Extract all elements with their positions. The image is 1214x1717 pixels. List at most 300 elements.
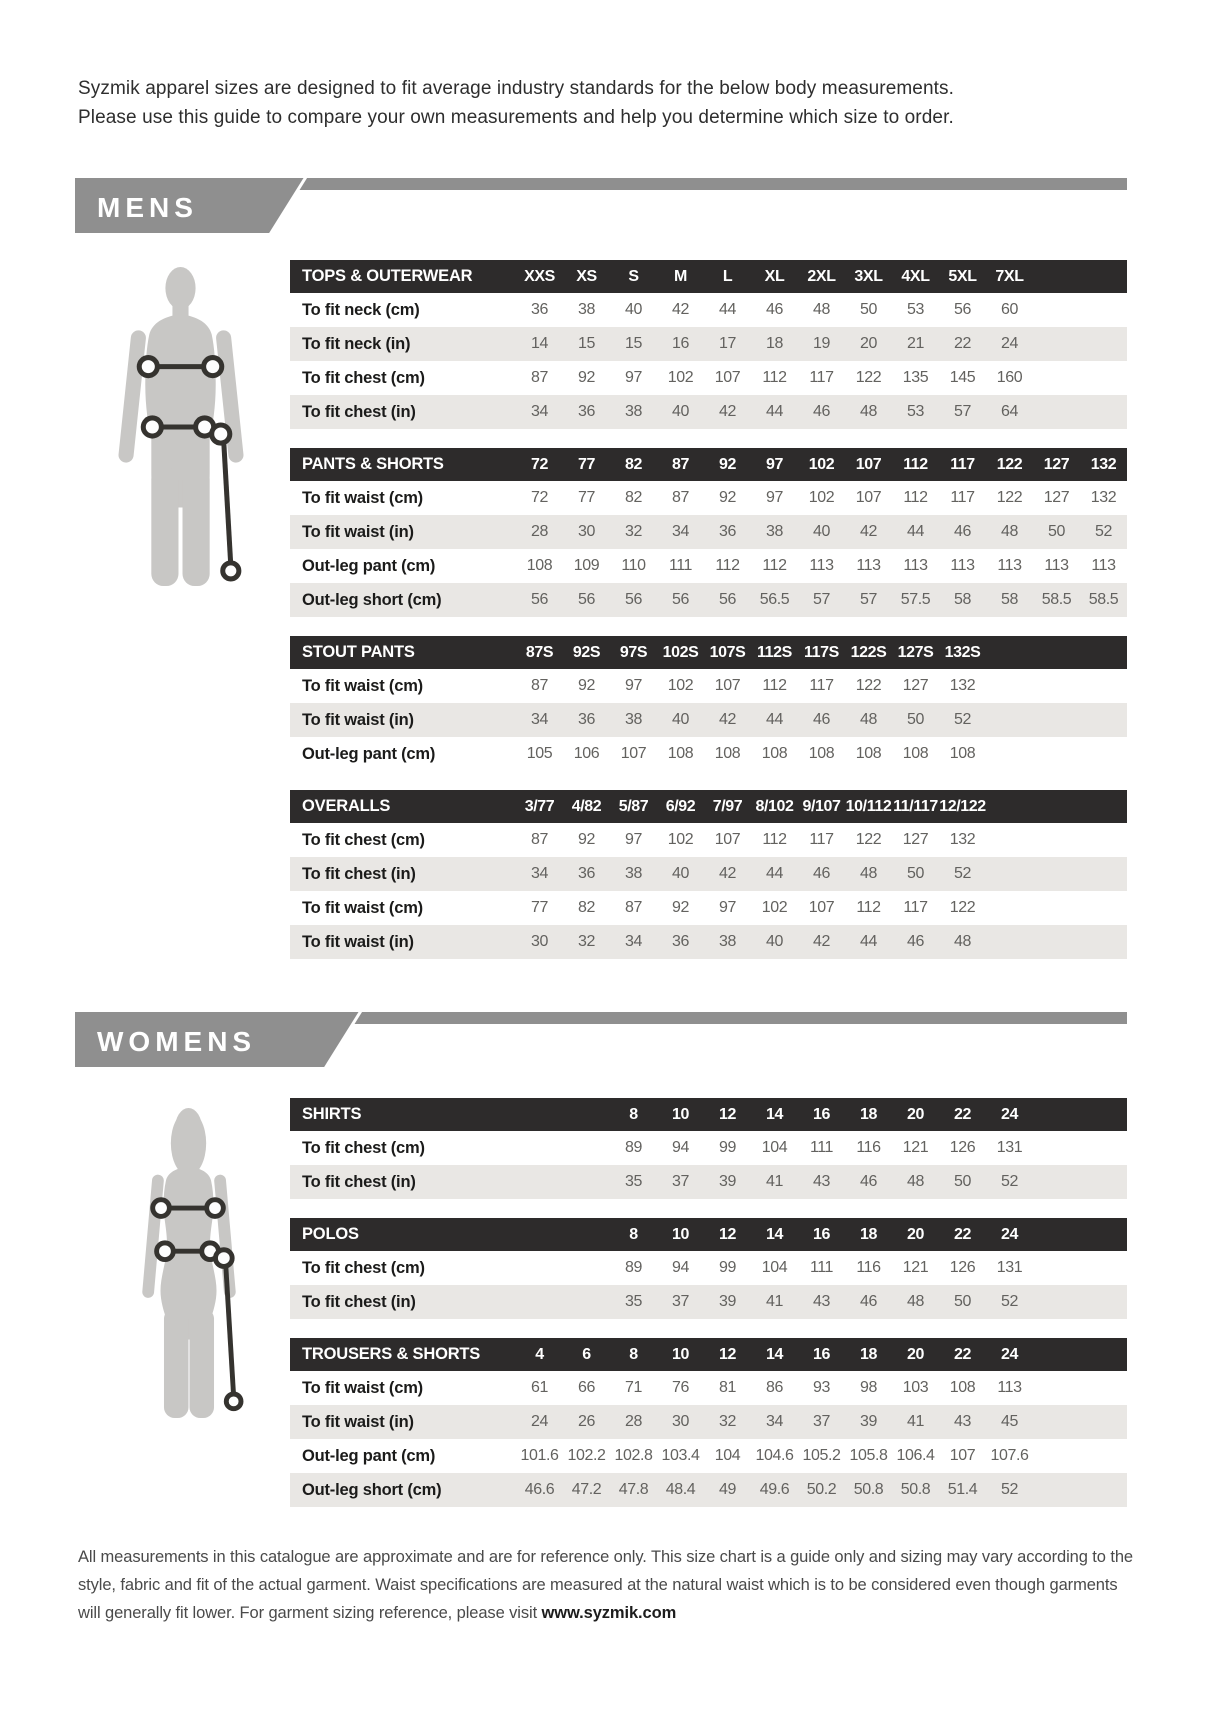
- measurement-value: 50: [1048, 523, 1065, 540]
- size-column-header: 10: [672, 1345, 689, 1363]
- row-label: To fit waist (in): [302, 932, 414, 951]
- measurement-value: 103.4: [661, 1447, 700, 1464]
- measurement-value: 105.8: [849, 1447, 888, 1464]
- size-column-header: 7XL: [995, 267, 1024, 285]
- measurement-value: 49.6: [759, 1481, 790, 1498]
- size-table-pants-shorts: [290, 448, 1127, 617]
- measurement-value: 104: [714, 1447, 741, 1464]
- measurement-value: 46: [766, 301, 783, 318]
- row-label: Out-leg short (cm): [302, 1480, 442, 1499]
- table-row: [290, 857, 1127, 891]
- measurement-value: 20: [860, 335, 877, 352]
- measurement-value: 30: [578, 523, 595, 540]
- measurement-value: 56: [531, 591, 548, 608]
- size-column-header: 8: [629, 1345, 638, 1363]
- measurement-value: 48: [907, 1293, 924, 1310]
- measurement-value: 57: [813, 591, 830, 608]
- size-column-header: 117: [950, 455, 975, 473]
- measurement-value: 86: [766, 1379, 783, 1396]
- measurement-value: 40: [813, 523, 830, 540]
- measurement-value: 160: [996, 369, 1023, 386]
- measurement-value: 81: [719, 1379, 736, 1396]
- measurement-value: 145: [949, 369, 976, 386]
- measurement-value: 36: [578, 711, 595, 728]
- measurement-value: 111: [668, 557, 693, 574]
- size-column-header: 8/102: [755, 797, 794, 815]
- measurement-value: 52: [1095, 523, 1112, 540]
- measurement-value: 40: [766, 933, 783, 950]
- measurement-value: 64: [1001, 403, 1018, 420]
- measurement-value: 38: [578, 301, 595, 318]
- measurement-value: 102: [667, 677, 694, 694]
- outleg-bottom-point: [223, 563, 239, 579]
- table-row: [290, 583, 1127, 617]
- measurement-value: 56.5: [759, 591, 790, 608]
- measurement-value: 94: [672, 1259, 689, 1276]
- measurement-value: 107: [714, 831, 741, 848]
- size-column-header: 18: [860, 1105, 877, 1123]
- measurement-value: 102: [667, 831, 694, 848]
- measurement-value: 40: [672, 711, 689, 728]
- measurement-value: 16: [672, 335, 689, 352]
- size-column-header: 7/97: [712, 797, 743, 815]
- measurement-value: 102: [761, 899, 788, 916]
- measurement-value: 108: [949, 745, 976, 762]
- size-column-header: 87S: [525, 643, 554, 661]
- measurement-value: 56: [719, 591, 736, 608]
- size-column-header: 4/82: [571, 797, 602, 815]
- table-row: [290, 1131, 1127, 1165]
- measurement-value: 107.6: [990, 1447, 1029, 1464]
- measurement-value: 37: [672, 1293, 689, 1310]
- table-row: [290, 891, 1127, 925]
- measurement-value: 108: [902, 745, 929, 762]
- measurement-value: 44: [766, 711, 783, 728]
- measurement-value: 106.4: [896, 1447, 935, 1464]
- womens-size-tables: [290, 1098, 1127, 1526]
- size-column-header: 14: [766, 1225, 783, 1243]
- measurement-value: 50: [907, 711, 924, 728]
- measurement-value: 15: [625, 335, 642, 352]
- measurement-value: 56: [672, 591, 689, 608]
- size-column-header: 97S: [619, 643, 648, 661]
- measurement-value: 22: [954, 335, 971, 352]
- intro-text: [78, 74, 1038, 132]
- table-header-row: [290, 1098, 1127, 1131]
- measurement-value: 105.2: [802, 1447, 841, 1464]
- table-title: TROUSERS & SHORTS: [302, 1345, 481, 1363]
- measurement-value: 117: [809, 831, 834, 848]
- size-table-tops-outerwear: [290, 260, 1127, 429]
- table-header-row: [290, 790, 1127, 823]
- table-row: [290, 1251, 1127, 1285]
- measurement-value: 36: [719, 523, 736, 540]
- measurement-value: 108: [855, 745, 882, 762]
- measurement-value: 101.6: [520, 1447, 559, 1464]
- measurement-value: 28: [531, 523, 548, 540]
- measurement-value: 131: [996, 1139, 1023, 1156]
- measurement-value: 46.6: [524, 1481, 555, 1498]
- measurement-value: 107: [714, 677, 741, 694]
- size-column-header: 12/122: [939, 797, 986, 815]
- waist-point-left: [157, 1243, 174, 1260]
- measurement-value: 51.4: [947, 1481, 978, 1498]
- size-column-header: 3/77: [524, 797, 555, 815]
- measurement-value: 56: [954, 301, 971, 318]
- size-column-header: 107: [855, 455, 882, 473]
- size-column-header: 20: [907, 1225, 924, 1243]
- size-column-header: 3XL: [854, 267, 883, 285]
- measurement-value: 102.2: [567, 1447, 606, 1464]
- measurement-value: 47.2: [571, 1481, 602, 1498]
- measurement-value: 116: [856, 1259, 881, 1276]
- measurement-value: 48: [954, 933, 971, 950]
- measurement-value: 42: [719, 403, 736, 420]
- table-row: [290, 737, 1127, 771]
- size-table-shirts: [290, 1098, 1127, 1199]
- size-column-header: 127: [1043, 455, 1070, 473]
- measurement-value: 56: [625, 591, 642, 608]
- measurement-value: 113: [1091, 557, 1116, 574]
- measurement-value: 112: [856, 899, 881, 916]
- size-column-header: 77: [578, 455, 595, 473]
- size-column-header: 6/92: [665, 797, 696, 815]
- size-table-overalls: [290, 790, 1127, 959]
- measurement-value: 77: [578, 489, 595, 506]
- measurement-value: 58: [954, 591, 971, 608]
- size-column-header: 22: [954, 1345, 971, 1363]
- size-column-header: 10/112: [845, 797, 892, 815]
- table-header-row: [290, 260, 1127, 293]
- size-column-header: 112: [903, 455, 928, 473]
- chest-point-left: [139, 358, 157, 376]
- measurement-value: 36: [578, 865, 595, 882]
- measurement-value: 97: [625, 677, 642, 694]
- measurement-value: 34: [766, 1413, 783, 1430]
- table-row: [290, 703, 1127, 737]
- table-row: [290, 1405, 1127, 1439]
- measurement-value: 50: [907, 865, 924, 882]
- measurement-value: 50: [954, 1173, 971, 1190]
- size-column-header: 11/117: [893, 797, 938, 815]
- table-row: [290, 823, 1127, 857]
- measurement-value: 49: [719, 1481, 736, 1498]
- row-label: To fit chest (cm): [302, 1138, 425, 1157]
- measurement-value: 66: [578, 1379, 595, 1396]
- table-title: STOUT PANTS: [302, 643, 415, 661]
- measurement-value: 92: [672, 899, 689, 916]
- measurement-value: 102: [808, 489, 835, 506]
- measurement-value: 112: [762, 677, 787, 694]
- table-row: [290, 481, 1127, 515]
- size-column-header: 18: [860, 1225, 877, 1243]
- measurement-value: 26: [578, 1413, 595, 1430]
- chest-point-left: [153, 1200, 170, 1217]
- measurement-value: 48: [813, 301, 830, 318]
- measurement-value: 46: [860, 1293, 877, 1310]
- measurement-value: 107: [949, 1447, 976, 1464]
- measurement-value: 92: [578, 677, 595, 694]
- measurement-value: 97: [625, 369, 642, 386]
- measurement-value: 38: [625, 865, 642, 882]
- measurement-value: 57: [954, 403, 971, 420]
- measurement-value: 122: [949, 899, 976, 916]
- measurement-value: 122: [996, 489, 1023, 506]
- measurement-value: 21: [907, 335, 924, 352]
- measurement-value: 44: [860, 933, 877, 950]
- measurement-value: 99: [719, 1259, 736, 1276]
- size-column-header: 14: [766, 1105, 783, 1123]
- measurement-value: 32: [625, 523, 642, 540]
- size-column-header: 22: [954, 1225, 971, 1243]
- measurement-value: 43: [813, 1293, 830, 1310]
- row-label: Out-leg pant (cm): [302, 744, 436, 763]
- measurement-value: 52: [954, 711, 971, 728]
- measurement-value: 32: [719, 1413, 736, 1430]
- outleg-top-point: [215, 1250, 232, 1267]
- table-title: OVERALLS: [302, 797, 391, 815]
- measurement-value: 113: [997, 1379, 1022, 1396]
- measurement-value: 36: [531, 301, 548, 318]
- size-column-header: 10: [672, 1105, 689, 1123]
- womens-body-silhouette-figure: [130, 1106, 248, 1420]
- measurement-value: 44: [719, 301, 736, 318]
- measurement-value: 46: [813, 711, 830, 728]
- size-column-header: 6: [582, 1345, 591, 1363]
- measurement-value: 127: [902, 831, 929, 848]
- measurement-value: 104.6: [755, 1447, 794, 1464]
- measurement-value: 108: [949, 1379, 976, 1396]
- measurement-value: 87: [531, 369, 548, 386]
- measurement-value: 108: [761, 745, 788, 762]
- measurement-value: 132: [949, 831, 976, 848]
- table-row: [290, 1165, 1127, 1199]
- measurement-value: 34: [531, 711, 548, 728]
- measurement-value: 52: [1001, 1481, 1018, 1498]
- table-title: POLOS: [302, 1225, 359, 1243]
- size-column-header: S: [628, 267, 639, 285]
- measurement-value: 127: [1043, 489, 1070, 506]
- measurement-value: 19: [813, 335, 830, 352]
- row-label: To fit chest (cm): [302, 368, 425, 387]
- measurement-value: 121: [902, 1259, 929, 1276]
- table-row: [290, 669, 1127, 703]
- measurement-value: 46: [860, 1173, 877, 1190]
- measurement-value: 46: [813, 865, 830, 882]
- chest-point-right: [207, 1200, 224, 1217]
- size-column-header: 9/107: [802, 797, 841, 815]
- measurement-value: 117: [809, 677, 834, 694]
- measurement-value: 30: [531, 933, 548, 950]
- row-label: To fit chest (in): [302, 1172, 416, 1191]
- measurement-value: 127: [902, 677, 929, 694]
- size-column-header: 4: [535, 1345, 544, 1363]
- size-column-header: 107S: [709, 643, 746, 661]
- measurement-value: 57.5: [900, 591, 931, 608]
- measurement-value: 87: [672, 489, 689, 506]
- size-column-header: 20: [907, 1345, 924, 1363]
- size-column-header: 16: [813, 1345, 830, 1363]
- measurement-value: 104: [761, 1139, 788, 1156]
- size-column-header: XS: [576, 267, 597, 285]
- row-label: To fit neck (cm): [302, 300, 420, 319]
- measurement-value: 38: [625, 711, 642, 728]
- measurement-value: 35: [625, 1293, 642, 1310]
- measurement-value: 102: [667, 369, 694, 386]
- measurement-value: 97: [719, 899, 736, 916]
- measurement-value: 18: [766, 335, 783, 352]
- size-column-header: 117S: [804, 643, 839, 661]
- size-column-header: 87: [672, 455, 689, 473]
- womens-section-banner: [75, 1012, 1127, 1067]
- row-label: To fit chest (cm): [302, 830, 425, 849]
- measurement-value: 110: [621, 557, 646, 574]
- measurement-value: 36: [578, 403, 595, 420]
- row-label: To fit waist (in): [302, 710, 414, 729]
- footer-website-link: www.syzmik.com: [541, 1604, 677, 1622]
- measurement-value: 102.8: [614, 1447, 653, 1464]
- size-column-header: 2XL: [807, 267, 836, 285]
- measurement-value: 107: [808, 899, 835, 916]
- measurement-value: 92: [719, 489, 736, 506]
- measurement-value: 121: [902, 1139, 929, 1156]
- measurement-value: 92: [578, 369, 595, 386]
- size-column-header: XL: [764, 267, 785, 285]
- measurement-value: 38: [719, 933, 736, 950]
- table-row: [290, 1371, 1127, 1405]
- measurement-value: 58: [1001, 591, 1018, 608]
- measurement-value: 28: [625, 1413, 642, 1430]
- size-column-header: L: [722, 267, 733, 285]
- measurement-value: 72: [531, 489, 548, 506]
- size-column-header: 24: [1001, 1225, 1018, 1243]
- row-label: Out-leg pant (cm): [302, 1446, 436, 1465]
- measurement-value: 53: [907, 403, 924, 420]
- measurement-value: 105: [526, 745, 553, 762]
- size-column-header: 132S: [944, 643, 981, 661]
- measurement-value: 61: [531, 1379, 548, 1396]
- size-column-header: XXS: [524, 267, 555, 285]
- measurement-value: 40: [625, 301, 642, 318]
- measurement-value: 104: [761, 1259, 788, 1276]
- measurement-value: 117: [809, 369, 834, 386]
- size-column-header: 127S: [897, 643, 934, 661]
- size-column-header: M: [674, 267, 687, 285]
- size-column-header: 24: [1001, 1345, 1018, 1363]
- intro-line-2: Please use this guide to compare your own measurements and help you determine which size to order.: [78, 107, 954, 128]
- measurement-value: 43: [813, 1173, 830, 1190]
- footer-disclaimer: [78, 1543, 1140, 1627]
- measurement-value: 58.5: [1041, 591, 1072, 608]
- measurement-value: 112: [715, 557, 740, 574]
- table-row: [290, 327, 1127, 361]
- measurement-value: 34: [531, 865, 548, 882]
- size-column-header: 92: [719, 455, 736, 473]
- table-header-row: [290, 448, 1127, 481]
- outleg-top-point: [212, 425, 230, 443]
- measurement-value: 107: [714, 369, 741, 386]
- mens-section-banner: [75, 178, 1127, 233]
- size-column-header: 22: [954, 1105, 971, 1123]
- size-column-header: 24: [1001, 1105, 1018, 1123]
- row-label: To fit waist (in): [302, 1412, 414, 1431]
- size-column-header: 72: [531, 455, 548, 473]
- measurement-value: 103: [902, 1379, 929, 1396]
- measurement-value: 46: [954, 523, 971, 540]
- size-table-stout-pants: [290, 636, 1127, 771]
- row-label: To fit waist (cm): [302, 898, 423, 917]
- measurement-value: 57: [860, 591, 877, 608]
- size-column-header: 18: [860, 1345, 877, 1363]
- row-label: To fit chest (in): [302, 1292, 416, 1311]
- measurement-value: 52: [1001, 1293, 1018, 1310]
- measurement-value: 112: [762, 369, 787, 386]
- measurement-value: 38: [625, 403, 642, 420]
- measurement-value: 24: [531, 1413, 548, 1430]
- measurement-value: 98: [860, 1379, 877, 1396]
- measurement-value: 132: [1090, 489, 1117, 506]
- measurement-value: 122: [855, 677, 882, 694]
- size-column-header: 12: [719, 1345, 736, 1363]
- measurement-value: 42: [719, 865, 736, 882]
- row-label: To fit chest (in): [302, 402, 416, 421]
- size-column-header: 122S: [850, 643, 887, 661]
- measurement-value: 37: [672, 1173, 689, 1190]
- measurement-value: 126: [949, 1139, 976, 1156]
- table-row: [290, 395, 1127, 429]
- measurement-value: 39: [719, 1293, 736, 1310]
- table-row: [290, 549, 1127, 583]
- size-column-header: 8: [629, 1225, 638, 1243]
- size-table-trousers-shorts: [290, 1338, 1127, 1507]
- measurement-value: 50.2: [806, 1481, 837, 1498]
- measurement-value: 37: [813, 1413, 830, 1430]
- measurement-value: 135: [902, 369, 929, 386]
- table-row: [290, 925, 1127, 959]
- footer-text: All measurements in this catalogue are approximate and are for reference only. This size chart is a guide only and sizing may vary according to the style, fabric and fit of the actual garment. Waist specifications are measured at the natural waist which is to be considered even though garments will generally fit lower. For garment sizing reference, please visit: [78, 1548, 1133, 1622]
- measurement-value: 76: [672, 1379, 689, 1396]
- measurement-value: 42: [813, 933, 830, 950]
- measurement-value: 108: [667, 745, 694, 762]
- measurement-value: 46: [813, 403, 830, 420]
- size-column-header: 97: [766, 455, 783, 473]
- intro-line-1: Syzmik apparel sizes are designed to fit average industry standards for the below body measurements.: [78, 78, 955, 99]
- size-column-header: 132: [1090, 455, 1117, 473]
- row-label: To fit waist (cm): [302, 488, 423, 507]
- measurement-value: 34: [531, 403, 548, 420]
- measurement-value: 40: [672, 865, 689, 882]
- measurement-value: 117: [950, 489, 975, 506]
- row-label: To fit waist (cm): [302, 676, 423, 695]
- measurement-value: 122: [855, 831, 882, 848]
- measurement-value: 47.8: [618, 1481, 649, 1498]
- measurement-value: 113: [809, 557, 834, 574]
- measurement-value: 48: [907, 1173, 924, 1190]
- measurement-value: 48: [1001, 523, 1018, 540]
- measurement-value: 113: [856, 557, 881, 574]
- measurement-value: 108: [526, 557, 553, 574]
- measurement-value: 113: [950, 557, 975, 574]
- size-column-header: 12: [719, 1225, 736, 1243]
- size-column-header: 112S: [757, 643, 792, 661]
- size-column-header: 5XL: [948, 267, 977, 285]
- size-column-header: 102S: [662, 643, 699, 661]
- table-title: PANTS & SHORTS: [302, 455, 444, 473]
- measurement-value: 39: [860, 1413, 877, 1430]
- measurement-value: 89: [625, 1259, 642, 1276]
- size-column-header: 102: [808, 455, 835, 473]
- measurement-value: 111: [809, 1259, 834, 1276]
